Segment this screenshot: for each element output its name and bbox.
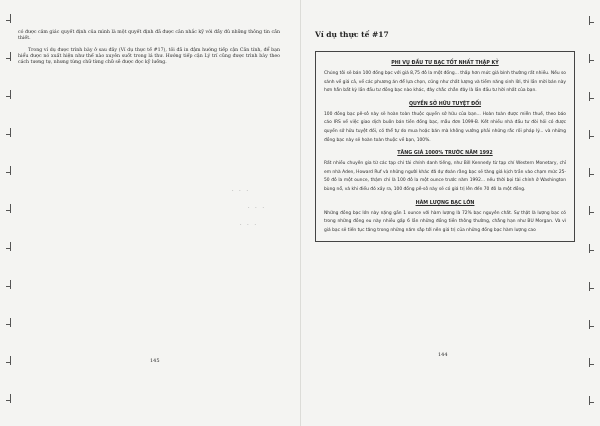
scan-specks-3: · · · — [240, 222, 258, 228]
scan-specks: · · · — [232, 188, 250, 194]
scan-specks-2: · · · — [248, 205, 266, 211]
section-heading: QUYỀN SỞ HỮU TUYỆT ĐỐI — [408, 101, 482, 107]
book-gutter — [300, 0, 301, 426]
left-page — [18, 30, 280, 71]
section-body: Những đồng bạc lớn này nặng gần 1 ounce với hàm lượng là 72% bạc nguyên chất. Sự thật là lượng bạc có trong những đồng eu này nhiều gấp 6 lần những đồng tiền thông thường, chẳng hạn như BU Morgan. Và vì giá bạc sẽ tiến tục tăng trong những năm sắp tới nên giá trị của những đồng bạc hàm lượng cao — [324, 210, 566, 233]
example-title: Ví dụ thực tế #17 — [315, 30, 389, 39]
left-page-number: 145 — [150, 358, 160, 364]
right-page — [315, 30, 575, 242]
section-body: Chúng tôi sẽ bán 100 đồng bạc với giá 8,75 đô la một đồng... thấp hơn mức giá bình thường rất nhiều. Nếu so sánh về giá cả, về các phương án để lựa chọn, cũng như chất lượng và tiềm năng sinh lời, thì lần mời bán này hơn hẳn bất kỳ lần đầu tư đồng bạc nào khác, đây chắc chắn đây là lần đầu tư hời nhất của bạn. — [324, 71, 566, 94]
right-edge-registration-marks — [588, 10, 598, 420]
section-heading: HÀM LƯỢNG BẠC LỚN — [415, 200, 475, 206]
example-letter-box — [315, 51, 575, 242]
right-page-number: 144 — [438, 352, 448, 358]
left-page-paragraph-2: Trong ví dụ được trình bày ở sau đây (Ví dụ thực tế #17), tôi đã in đậm hướng tiếp cận Căn tính, để bạn hiểu được nó xuất hiện như thế nào xuyên suốt trong lá thư. Hướng tiếp cận Lý trí cũng được trình bày theo cách tương tự, nhưng từng chữ từng chữ sẽ được đọc kỹ lưỡng. — [18, 47, 280, 66]
left-page-paragraph-1: có được cảm giác quyết định của mình là một quyết định đã được cân nhắc kỹ với đầy đủ những thông tin cần thiết. — [18, 30, 280, 42]
section-heading: PHI VỤ ĐẦU TƯ BẠC TỐT NHẤT THẬP KỶ — [391, 61, 499, 66]
section-body: Rất nhiều chuyên gia từ các tạp chí tài chính danh tiếng, như Bill Kennedy từ tạp chí Western Monetary, chỉ em nhà Aden, Howard Ruf và những người khác đã dự đoán rằng bạc sẽ tăng giá kịch trần vào chạm mức 25-50 đô la một ounce, thậm chí là 100 đô la một ounce trước năm 1992... nếu thời bọi tài chính ở Washington bùng nổ, và khi điều đó xảy ra, 100 đồng pê-sô này sẽ có giá trị lên đến 70 đô la một đồng. — [324, 161, 566, 192]
left-edge-registration-marks — [2, 10, 12, 420]
section-heading: TĂNG GIÁ 1000% TRƯỚC NĂM 1992 — [397, 151, 493, 157]
section-body: 100 đồng bạc pê-sô này sẽ hoàn toàn thuộc quyền sở hữu của bạn... Hoàn toàn được miễn thuế, theo báo cáo IRS về việc giao dịch buôn bán tiền đồng bạc, mẫu đơn 1099-B. Kết nhiều nhà đầu tư đòi hỏi có được quyền sở hữu tuyệt đối, có thể tự do mua hoặc bán mà không vướng phải những rắc rối pháp lý... và những đồng bạc này sẽ hoàn toàn thuộc về bạn, 100%. — [324, 111, 566, 143]
